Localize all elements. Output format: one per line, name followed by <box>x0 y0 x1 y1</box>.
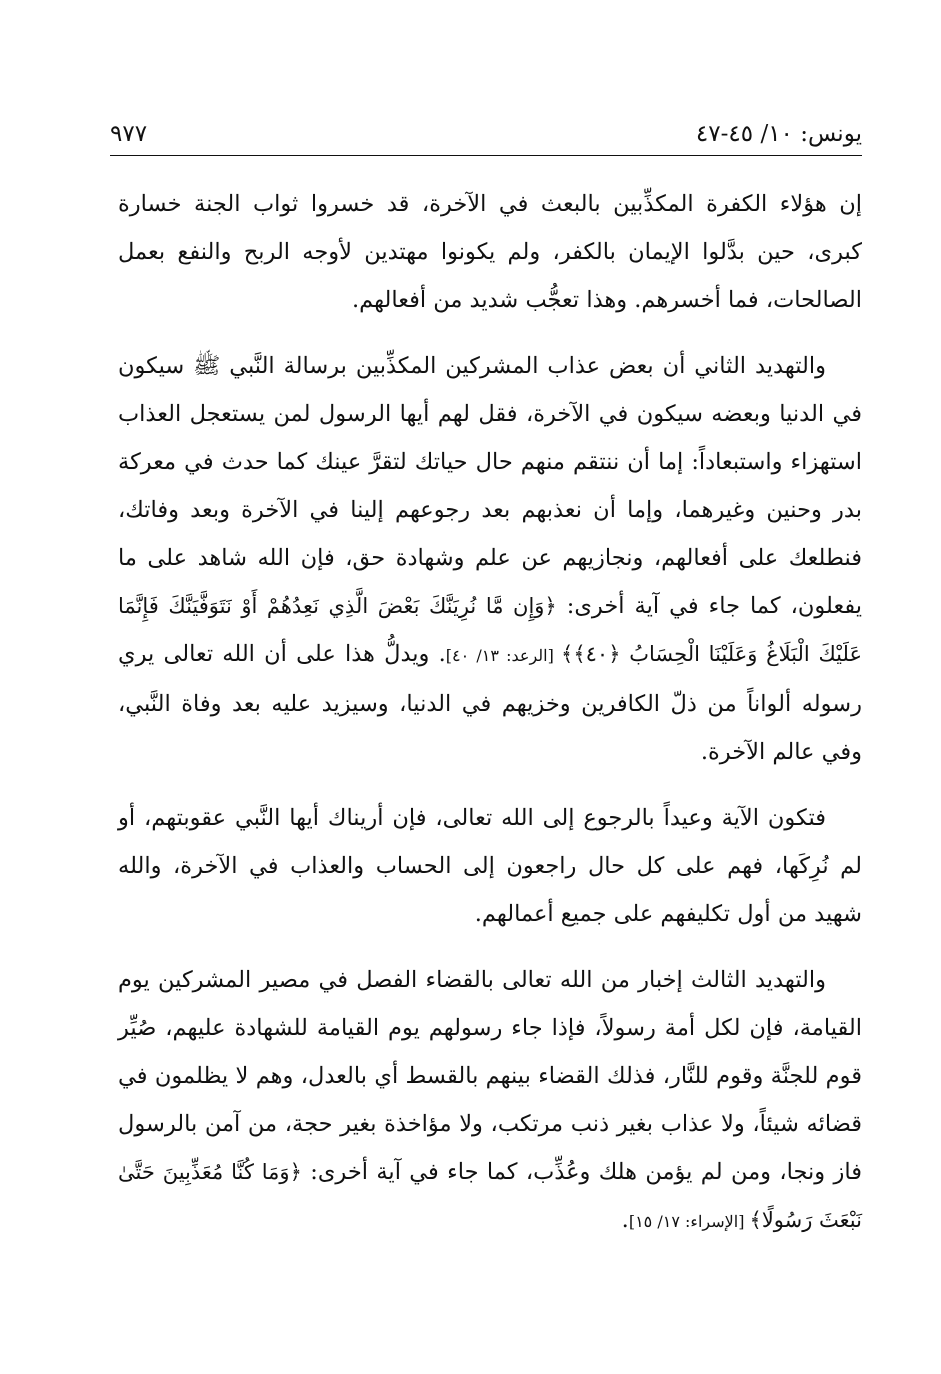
quran-verse-1: ﴿وَإِن مَّا نُرِيَنَّكَ بَعْضَ الَّذِي نَعِدُهُمْ أَوْ نَتَوَفَّيَنَّكَ فَإِنَّمَا عَلَيْكَ الْبَلَاغُ وَعَلَيْنَا الْحِسَابُ ﴿٤٠﴾﴾ <box>118 594 862 666</box>
paragraph-2-text-after: . ويدلُّ هذا على أن الله تعالى يري رسوله ألواناً من ذلّ الكافرين وخزيهم في الدنيا، وسيزيد عليه بعد وفاة النَّبي، وفي عالم الآخرة. <box>118 641 862 765</box>
paragraph-1 <box>118 180 862 324</box>
verse-reference-1: [الرعد: ١٣/ ٤٠] <box>445 646 562 665</box>
quran-verse-2: ﴿وَمَا كُنَّا مُعَذِّبِينَ حَتَّىٰ نَبْعَثَ رَسُولًا﴾ <box>118 1160 862 1232</box>
paragraph-2-text-before: والتهديد الثاني أن بعض عذاب المشركين المكذِّبين برسالة النَّبي ﷺ سيكون في الدنيا وبعضه سيكون في الآخرة، فقل لهم أيها الرسول لمن يستعجل العذاب استهزاء واستبعاداً: إما أن ننتقم منهم حال حياتك لتقرَّ عينك كما حدث في معركة بدر وحنين وغيرهما، وإما أن نعذبهم بعد رجوعهم إلينا في الآخرة وبعد وفاتك، فنطلعك على أفعالهم، ونجازيهم عن علم وشهادة حق، فإن الله شاهد على ما يفعلون، كما جاء في آية أخرى: <box>118 353 862 619</box>
body-text <box>118 180 862 1264</box>
paragraph-1-text: إن هؤلاء الكفرة المكذِّبين بالبعث في الآخرة، قد خسروا ثواب الجنة خسارة كبرى، حين بدَّلوا الإيمان بالكفر، ولم يكونوا مهتدين لأوجه الربح والنفع بعمل الصالحات، فما أخسرهم. وهذا تعجُّب شديد من أفعالهم. <box>118 191 862 313</box>
running-header <box>110 112 862 156</box>
verse-reference-2: [الإسراء: ١٧/ ١٥] <box>628 1212 750 1231</box>
sura-reference: يونس: ١٠/ ٤٥-٤٧ <box>695 121 862 147</box>
paragraph-4-text-before: والتهديد الثالث إخبار من الله تعالى بالقضاء الفصل في مصير المشركين يوم القيامة، فإن لكل أمة رسولاً، فإذا جاء رسولهم يوم القيامة للشهادة عليهم، صُيِّر قوم للجنَّة وقوم للنَّار، فذلك القضاء بينهم بالقسط أي بالعدل، وهم لا يظلمون في قضائه شيئاً، ولا عذاب بغير ذنب مرتكب، ولا مؤاخذة بغير حجة، من آمن بالرسول فاز ونجا، ومن لم يؤمن هلك وعُذِّب، كما جاء في آية أخرى: <box>118 967 863 1185</box>
paragraph-2 <box>118 342 862 776</box>
paragraph-3 <box>118 794 862 938</box>
page-number: ٩٧٧ <box>110 121 148 147</box>
paragraph-4 <box>118 956 862 1246</box>
paragraph-3-text: فتكون الآية وعيداً بالرجوع إلى الله تعالى، فإن أريناك أيها النَّبي عقوبتهم، أو لم نُرِكَها، فهم على كل حال راجعون إلى الحساب والعذاب في الآخرة، والله شهيد من أول تكليفهم على جميع أعمالهم. <box>118 805 862 927</box>
paragraph-4-text-after: . <box>621 1207 629 1233</box>
